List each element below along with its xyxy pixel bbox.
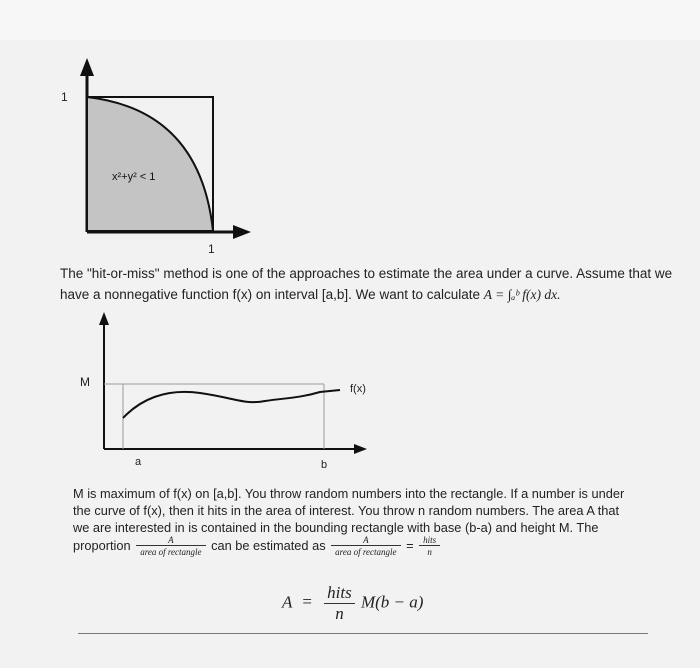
b-label: b — [321, 459, 328, 470]
fraction-numerator: hits — [423, 535, 437, 545]
formula-denominator: n — [324, 603, 355, 624]
quarter-circle-figure — [0, 0, 700, 260]
m-label: M — [80, 375, 90, 389]
equals-sign: = — [406, 537, 414, 553]
method-paragraph — [73, 485, 638, 557]
formula-rhs: M(b − a) — [360, 592, 424, 612]
method-text: M is maximum of f(x) on [a,b]. You throw random numbers into the rectangle. If a number is under the curve of f(x), then it hits in the area of interest. You throw n random numbers. The area A that we are interested in is contained in the bounding rectangle with base (b-a) and height M. The proportion — [73, 486, 625, 553]
formula-fraction — [324, 583, 355, 624]
fraction-numerator: A — [363, 535, 369, 545]
estimate-text: can be estimated as — [211, 537, 326, 553]
fraction-denominator: area of rectangle — [331, 545, 400, 557]
region-label: x²+y² < 1 — [112, 171, 156, 183]
horizontal-divider — [78, 633, 648, 634]
fx-label: f(x) — [350, 383, 366, 395]
hits-fraction — [419, 536, 440, 557]
intro-text: The "hit-or-miss" method is one of the approaches to estimate the area under a curve. Assume that we have a nonnegative function f(x) on interval [a,b]. We want to calculate — [60, 266, 673, 302]
area-formula — [282, 583, 423, 624]
proportion-fraction — [136, 536, 205, 557]
y-tick-label: 1 — [61, 90, 68, 104]
fraction-denominator: n — [419, 545, 440, 557]
estimate-fraction — [331, 536, 400, 557]
a-label: a — [135, 456, 142, 468]
quarter-circle-region — [87, 97, 213, 231]
fraction-numerator: A — [168, 535, 174, 545]
formula-equals: = — [302, 592, 312, 612]
formula-lhs: A — [282, 592, 293, 612]
intro-paragraph — [60, 263, 680, 305]
function-curve — [123, 390, 340, 418]
formula-numerator: hits — [327, 583, 352, 602]
x-tick-label: 1 — [208, 242, 215, 256]
hit-or-miss-figure — [0, 300, 700, 470]
integral-formula: A = ∫ₐᵇ f(x) dx. — [483, 287, 561, 302]
fraction-denominator: area of rectangle — [136, 545, 205, 557]
